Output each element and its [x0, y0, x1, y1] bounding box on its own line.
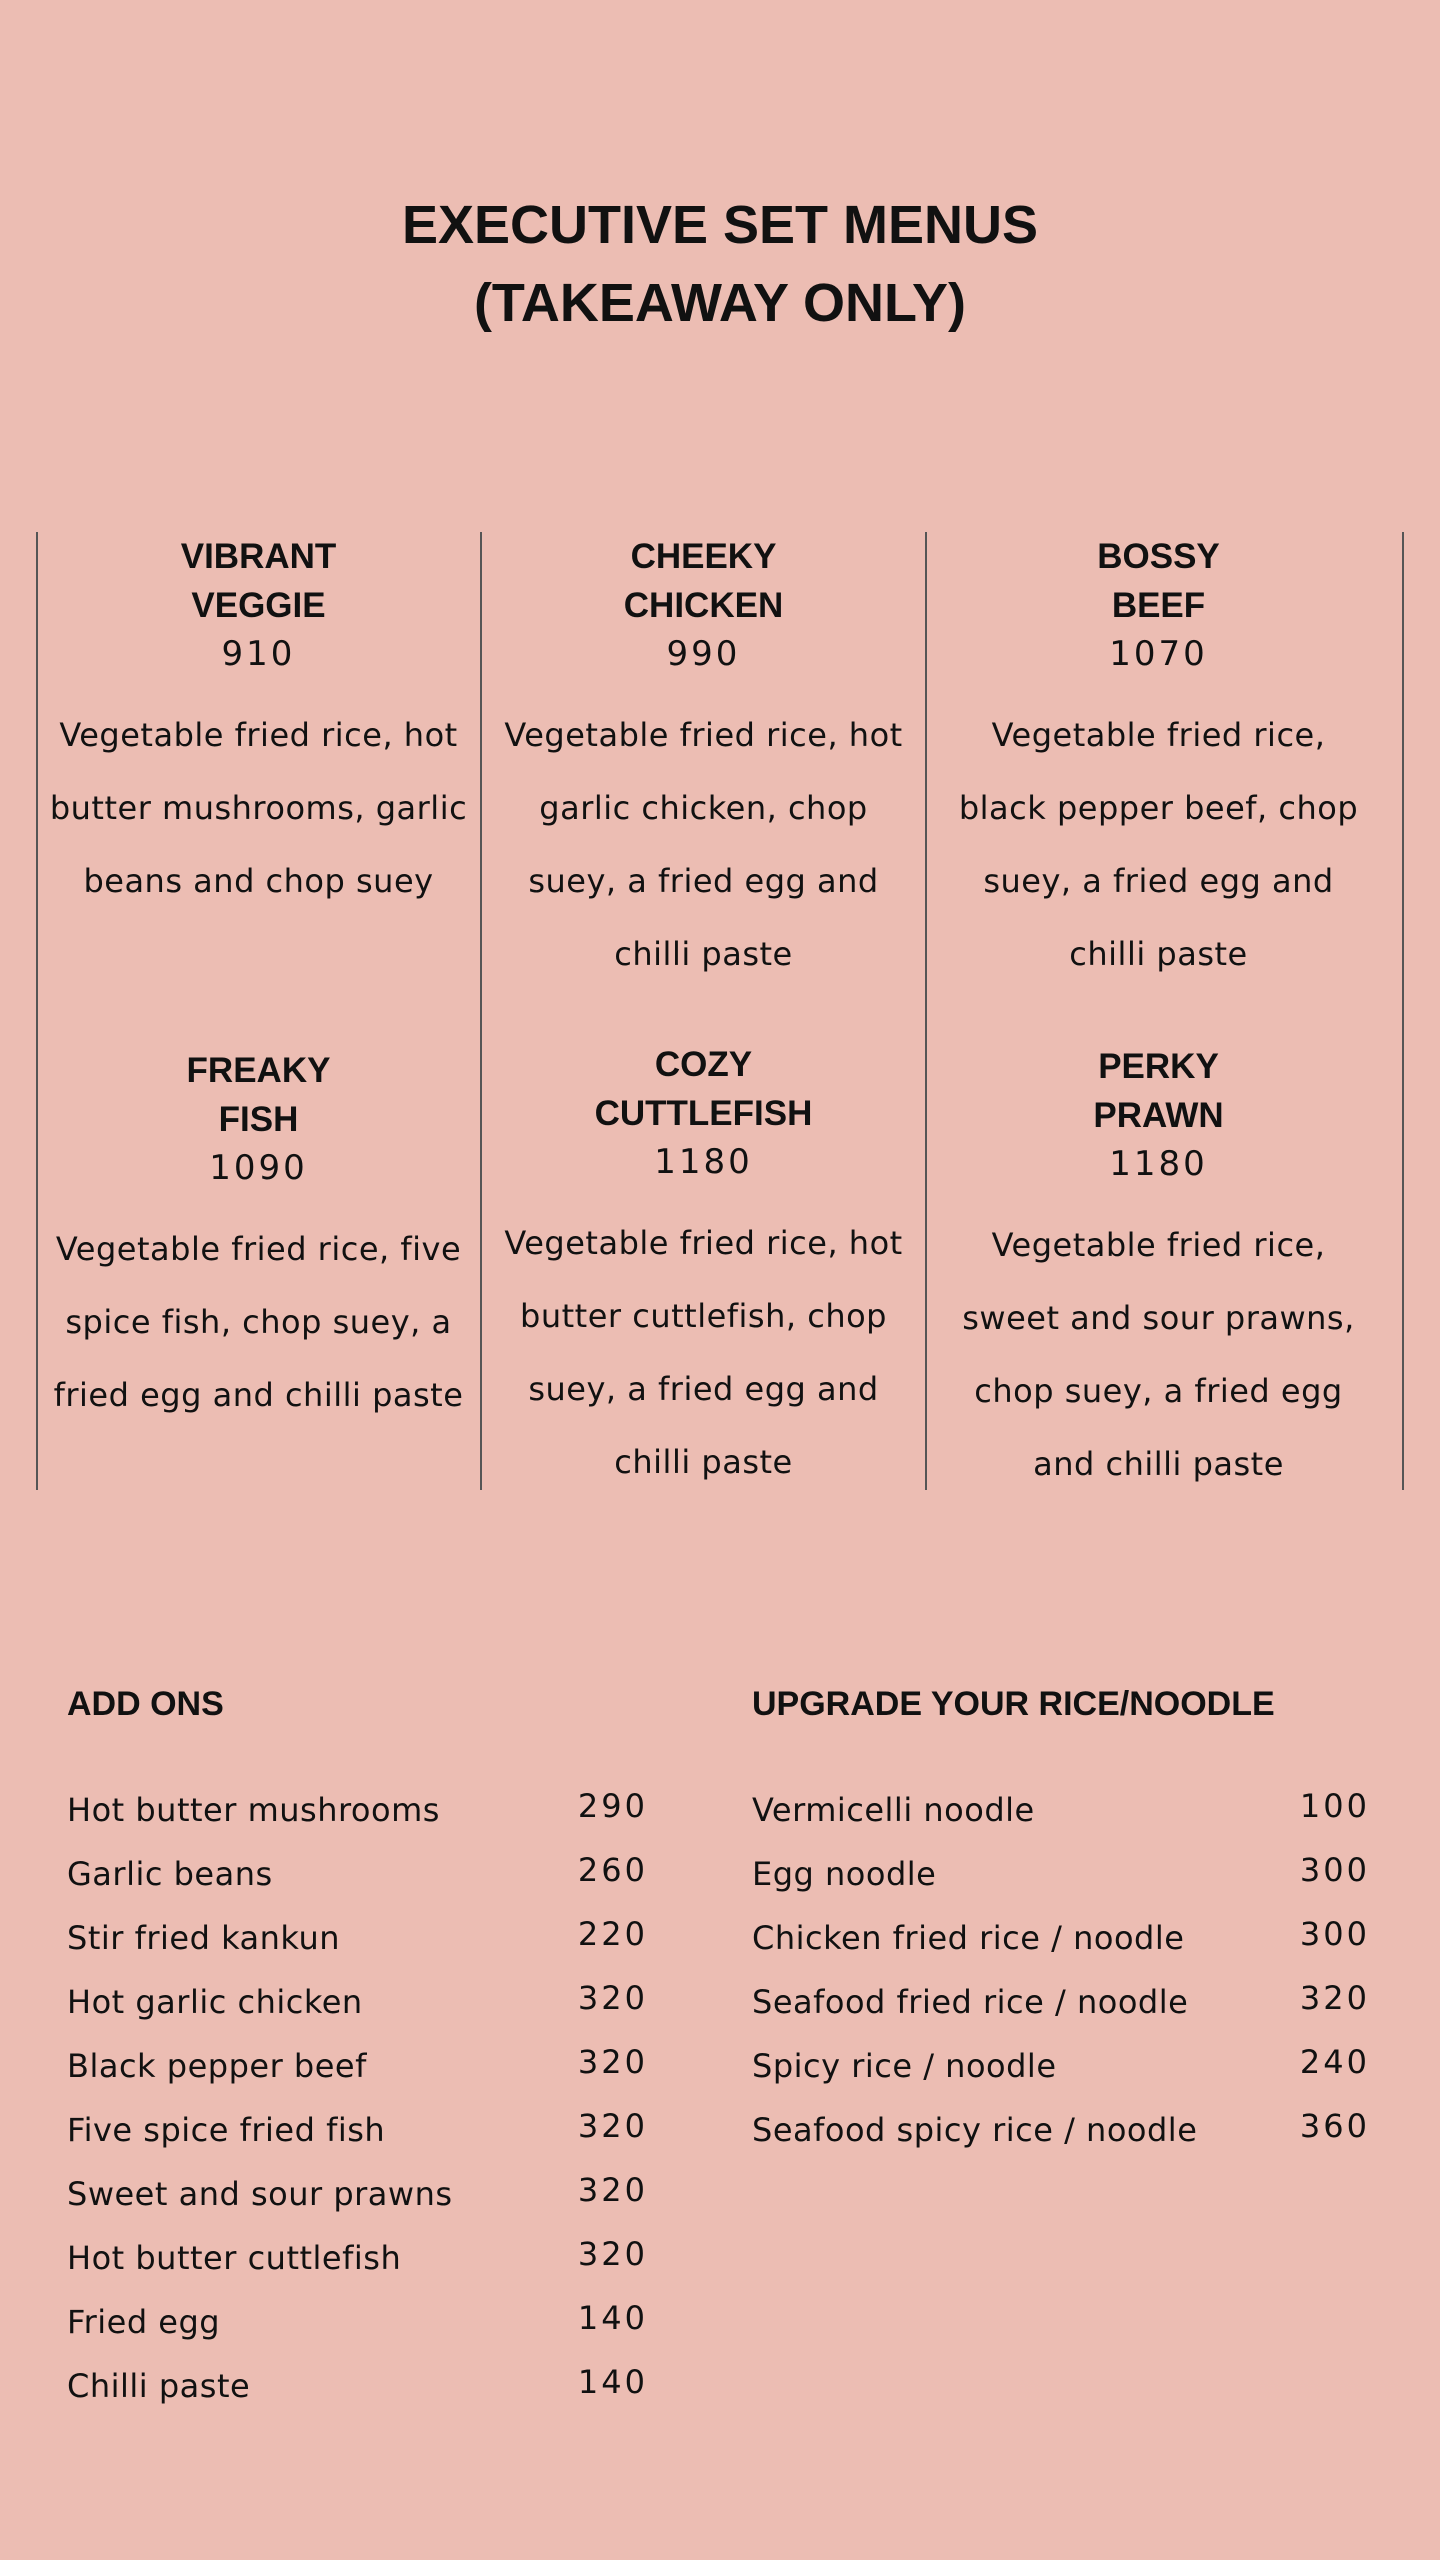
add-on-price: 290	[577, 1787, 648, 1825]
page-title-line-1: EXECUTIVE SET MENUS	[401, 195, 1039, 255]
add-on-price: 220	[577, 1915, 648, 1953]
set-menu-name-line: BEEF	[1111, 586, 1206, 625]
upgrade-name: Seafood fried rice / noodle	[752, 1983, 1189, 2021]
column-divider	[1402, 532, 1404, 1490]
set-menu-price: 1180	[1109, 1144, 1208, 1184]
add-ons-title: ADD ONS	[67, 1685, 224, 1723]
add-on-row	[67, 2034, 648, 2098]
upgrades-section	[752, 1680, 1370, 2162]
add-on-row	[67, 2226, 648, 2290]
add-on-name: Garlic beans	[67, 1855, 273, 1893]
upgrade-name: Seafood spicy rice / noodle	[752, 2111, 1198, 2149]
add-on-name: Fried egg	[67, 2303, 221, 2341]
add-on-price: 320	[577, 2235, 648, 2273]
column-divider	[925, 532, 927, 1490]
set-menu-item	[946, 1042, 1371, 1501]
add-on-row	[67, 1778, 648, 1842]
upgrade-name: Vermicelli noodle	[752, 1791, 1035, 1829]
set-menu-name-line: CUTTLEFISH	[594, 1094, 813, 1133]
add-on-name: Hot butter cuttlefish	[67, 2239, 402, 2277]
add-on-price: 140	[577, 2363, 648, 2401]
add-ons-section	[67, 1680, 648, 2418]
column-divider	[480, 532, 482, 1490]
set-menu-description: Vegetable fried rice, sweet and sour prawns, chop suey, a fried egg and chilli paste	[962, 1226, 1355, 1483]
add-on-name: Five spice fried fish	[67, 2111, 386, 2149]
set-menu-item	[491, 532, 916, 991]
add-on-row	[67, 2354, 648, 2418]
set-menu-price: 1090	[209, 1148, 308, 1188]
set-menu-name	[46, 532, 471, 630]
set-menu-price: 990	[666, 634, 741, 674]
upgrade-price: 300	[1299, 1851, 1370, 1889]
set-menu-description: Vegetable fried rice, hot butter mushrooms, garlic beans and chop suey	[49, 716, 468, 900]
upgrades-title: UPGRADE YOUR RICE/NOODLE	[752, 1685, 1275, 1723]
set-menu-name-line: COZY	[654, 1045, 753, 1084]
set-menu-description: Vegetable fried rice, hot garlic chicken, chop suey, a fried egg and chilli paste	[504, 716, 903, 973]
add-on-name: Sweet and sour prawns	[67, 2175, 453, 2213]
add-on-row	[67, 2162, 648, 2226]
upgrade-price: 300	[1299, 1915, 1370, 1953]
add-on-price: 260	[577, 1851, 648, 1889]
set-menu-name-line: PRAWN	[1093, 1096, 1224, 1135]
add-on-price: 320	[577, 2043, 648, 2081]
upgrade-name: Egg noodle	[752, 1855, 937, 1893]
set-menu-description: Vegetable fried rice, hot butter cuttlefish, chop suey, a fried egg and chilli paste	[504, 1224, 903, 1481]
set-menu-name-line: VIBRANT	[180, 537, 337, 576]
set-menu-item	[46, 532, 471, 918]
upgrades-list	[752, 1778, 1370, 2162]
add-on-row	[67, 1906, 648, 1970]
upgrade-row	[752, 1778, 1370, 1842]
add-on-price: 320	[577, 2171, 648, 2209]
set-menu-name-line: PERKY	[1098, 1047, 1219, 1086]
set-menu-name-line: CHICKEN	[623, 586, 784, 625]
set-menu-item	[946, 532, 1371, 991]
set-menu-description: Vegetable fried rice, black pepper beef, chop suey, a fried egg and chilli paste	[958, 716, 1359, 973]
upgrade-name: Spicy rice / noodle	[752, 2047, 1057, 2085]
set-menu-grid	[36, 532, 1404, 1490]
set-menu-item	[46, 1046, 471, 1432]
upgrade-row	[752, 2034, 1370, 2098]
upgrade-price: 360	[1299, 2107, 1370, 2145]
set-menu-name-line: VEGGIE	[191, 586, 326, 625]
add-on-row	[67, 1970, 648, 2034]
add-on-name: Chilli paste	[67, 2367, 251, 2405]
upgrade-row	[752, 1906, 1370, 1970]
upgrade-row	[752, 1842, 1370, 1906]
add-on-name: Hot garlic chicken	[67, 1983, 363, 2021]
add-on-price: 320	[577, 1979, 648, 2017]
page-title	[0, 186, 1440, 342]
add-on-name: Hot butter mushrooms	[67, 1791, 440, 1829]
page-title-line-2: (TAKEAWAY ONLY)	[473, 273, 967, 333]
set-menu-name-line: FREAKY	[186, 1051, 331, 1090]
upgrade-name: Chicken fried rice / noodle	[752, 1919, 1185, 1957]
add-on-name: Black pepper beef	[67, 2047, 367, 2085]
set-menu-price: 910	[221, 634, 296, 674]
add-on-name: Stir fried kankun	[67, 1919, 341, 1957]
set-menu-price: 1180	[654, 1142, 753, 1182]
set-menu-name	[491, 1040, 916, 1138]
add-on-row	[67, 2290, 648, 2354]
set-menu-name	[946, 1042, 1371, 1140]
add-on-price: 140	[577, 2299, 648, 2337]
add-on-row	[67, 2098, 648, 2162]
set-menu-name	[46, 1046, 471, 1144]
set-menu-name-line: CHEEKY	[630, 537, 777, 576]
set-menu-name	[491, 532, 916, 630]
set-menu-price: 1070	[1109, 634, 1208, 674]
upgrade-row	[752, 2098, 1370, 2162]
add-on-row	[67, 1842, 648, 1906]
set-menu-name-line: FISH	[218, 1100, 299, 1139]
upgrade-price: 100	[1299, 1787, 1370, 1825]
upgrade-price: 320	[1299, 1979, 1370, 2017]
set-menu-name	[946, 532, 1371, 630]
set-menu-name-line: BOSSY	[1097, 537, 1220, 576]
add-on-price: 320	[577, 2107, 648, 2145]
upgrade-row	[752, 1970, 1370, 2034]
upgrade-price: 240	[1299, 2043, 1370, 2081]
add-ons-list	[67, 1778, 648, 2418]
column-divider	[36, 532, 38, 1490]
set-menu-item	[491, 1040, 916, 1499]
set-menu-description: Vegetable fried rice, five spice fish, chop suey, a fried egg and chilli paste	[53, 1230, 464, 1414]
